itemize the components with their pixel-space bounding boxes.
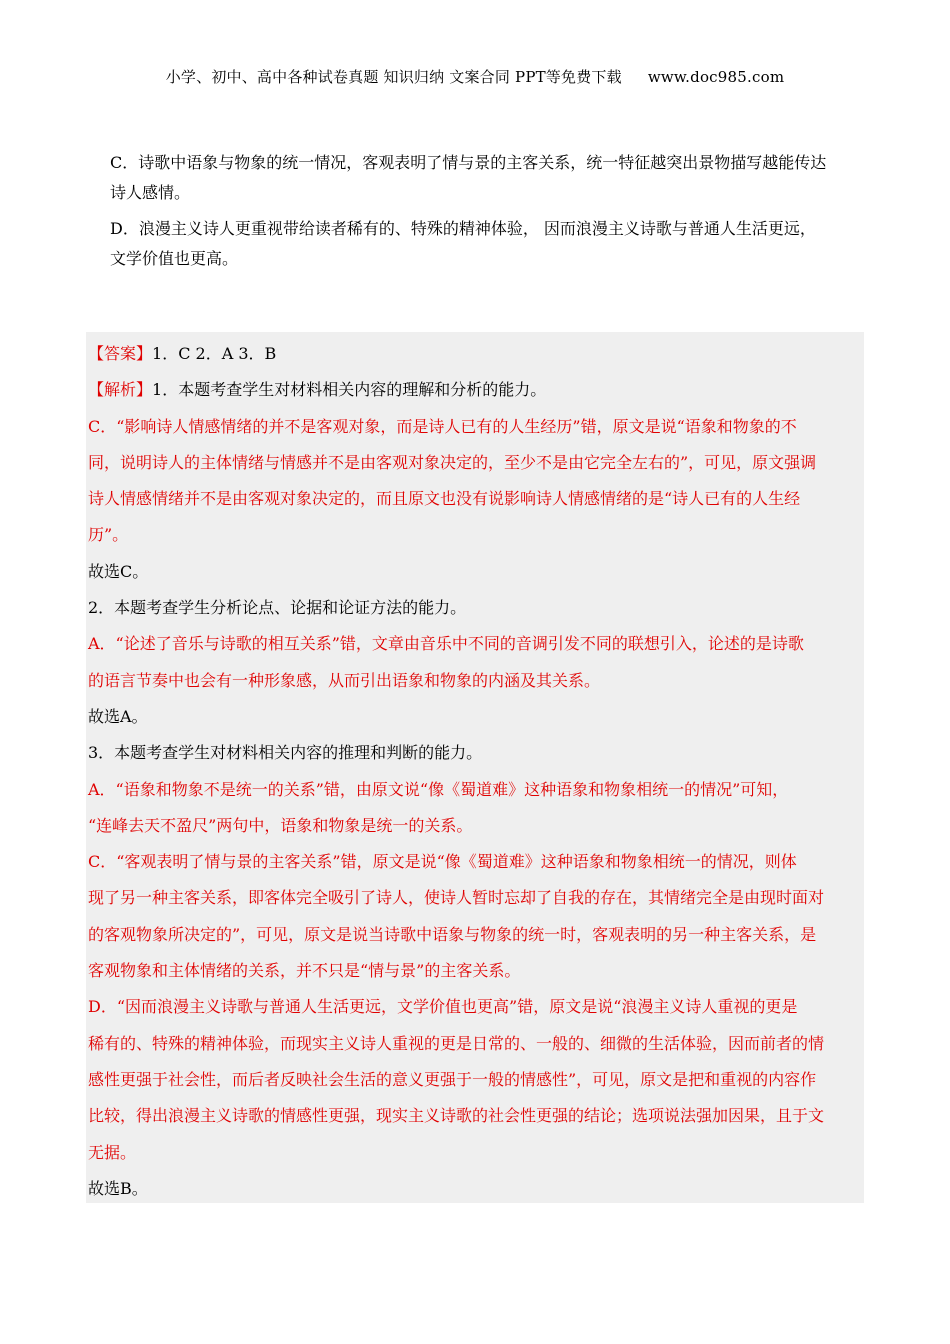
q3-line-1: A．“语象和物象不是统一的关系”错，由原文说“像《蜀道难》这种语象和物象相统一的情况”可知， xyxy=(88,779,789,799)
q2-line-1: A．“论述了音乐与诗歌的相互关系”错，文章由音乐中不同的音调引发不同的联想引入，论述的是诗歌 xyxy=(88,634,804,654)
q1-line-3: 诗人情感情绪并不是由客观对象决定的，而且原文也没有说影响诗人情感情绪的是“诗人已有的人生经 xyxy=(88,489,801,509)
q2-intro: 2．本题考查学生分析论点、论据和论证方法的能力。 xyxy=(88,598,467,618)
q3-line-2: “连峰去天不盈尺”两句中，语象和物象是统一的关系。 xyxy=(88,815,473,835)
q3-line-6: 客观物象和主体情绪的关系，并不只是“情与景”的主客关系。 xyxy=(88,961,521,981)
q2-line-2: 的语言节奏中也会有一种形象感，从而引出语象和物象的内涵及其关系。 xyxy=(88,670,601,690)
answer-tag: 【答案】 xyxy=(88,344,153,363)
q3-line-11: 无据。 xyxy=(88,1142,137,1162)
answer-text: 1．C 2．A 3．B xyxy=(152,344,277,363)
option-c-line1: C．诗歌中语象与物象的统一情况，客观表明了情与景的主客关系，统一特征越突出景物描写越能传达 xyxy=(110,153,827,172)
q3-choice: 故选B。 xyxy=(88,1178,148,1198)
answer-line xyxy=(88,336,856,372)
q3-intro: 3．本题考查学生对材料相关内容的推理和判断的能力。 xyxy=(88,743,483,763)
q3-line-5: 的客观物象所决定的”，可见，原文是说当诗歌中语象与物象的统一时，客观表明的另一种主客关系，是 xyxy=(88,924,817,944)
q1-line-4: 历”。 xyxy=(88,525,129,545)
q3-line-9: 感性更强于社会性，而后者反映社会生活的意义更强于一般的情感性”，可见，原文是把和重视的内容作 xyxy=(88,1069,817,1089)
q1-intro: 1．本题考查学生对材料相关内容的理解和分析的能力。 xyxy=(152,380,547,400)
header-text: 小学、初中、高中各种试卷真题 知识归纳 文案合同 PPT等免费下载 xyxy=(165,68,622,86)
option-c-line2: 诗人感情。 xyxy=(110,183,191,202)
option-d-line2: 文学价值也更高。 xyxy=(110,249,239,268)
q3-line-3: C．“客观表明了情与景的主客关系”错，原文是说“像《蜀道难》这种语象和物象相统一的情况，则体 xyxy=(88,852,797,872)
analysis-line xyxy=(88,372,856,408)
header-site-link[interactable]: www.doc985.com xyxy=(647,68,785,86)
q1-choice: 故选C。 xyxy=(88,561,149,581)
answer-analysis-block xyxy=(86,332,864,1203)
q3-line-4: 现了另一种主客关系，即客体完全吸引了诗人，使诗人暂时忘却了自我的存在，其情绪完全是由现时面对 xyxy=(88,888,825,908)
page-header xyxy=(0,66,950,87)
analysis-tag: 【解析】 xyxy=(88,380,153,400)
q1-line-1: C．“影响诗人情感情绪的并不是客观对象，而是诗人已有的人生经历”错，原文是说“语象和物象的不 xyxy=(88,416,797,436)
q2-choice: 故选A。 xyxy=(88,706,148,726)
option-d-line1: D．浪漫主义诗人更重视带给读者稀有的、特殊的精神体验， 因而浪漫主义诗歌与普通人生活更远， xyxy=(110,219,816,238)
question-options xyxy=(110,148,870,274)
q3-line-8: 稀有的、特殊的精神体验，而现实主义诗人重视的更是日常的、一般的、细微的生活体验，因而前者的情 xyxy=(88,1033,825,1053)
q1-line-2: 同，说明诗人的主体情绪与情感并不是由客观对象决定的，至少不是由它完全左右的”，可见，原文强调 xyxy=(88,452,817,472)
q3-line-10: 比较，得出浪漫主义诗歌的情感性更强，现实主义诗歌的社会性更强的结论；选项说法强加因果，且于文 xyxy=(88,1106,825,1126)
q3-line-7: D．“因而浪漫主义诗歌与普通人生活更远，文学价值也更高”错，原文是说“浪漫主义诗人重视的更是 xyxy=(88,997,798,1017)
